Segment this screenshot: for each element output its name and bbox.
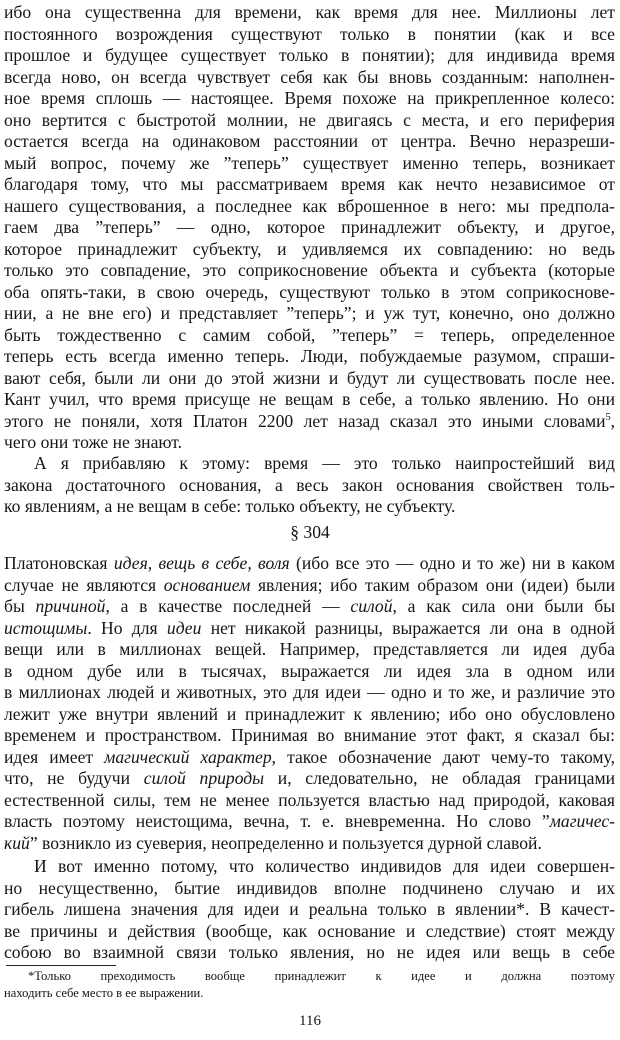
footnote-divider xyxy=(6,965,116,966)
text-line xyxy=(4,747,615,769)
text-run: , а как сила они были бы xyxy=(392,596,615,616)
text-line: чего они тоже не знают. xyxy=(4,432,183,452)
italic-run: магичес- xyxy=(549,811,615,831)
text-run: , такое обозначение дают чему-то такому, xyxy=(271,746,615,767)
text-run: бы xyxy=(4,596,36,616)
italic-run: силой xyxy=(350,596,393,616)
text-line: но несущественно, бытие индивидов вполне подчинено случаю и их xyxy=(4,877,615,898)
text-line: ибо она существенна для времени, как время для нее. Миллионы лет xyxy=(4,2,615,22)
text-line xyxy=(4,811,615,833)
text-line: естественной силы, тем не менее пользуется властью над природой, каковая xyxy=(4,789,615,810)
text-line: А я прибавляю к этому: время — это только наипростейший вид xyxy=(34,453,615,473)
text-line: благодаря тому, что мы рассматриваем время как нечто независимое от xyxy=(4,174,615,194)
italic-run: магический характер xyxy=(104,746,272,767)
text-line: собою во взаимной связи только явления, но не идея или вещь в себе xyxy=(4,942,615,962)
italic-run: идеи xyxy=(166,617,202,638)
text-line: гаем два ”теперь” — одно, которое принадлежит объекту, и другое, xyxy=(4,217,615,237)
text-run: что, не будучи xyxy=(4,768,144,788)
footnote-ref: 5 xyxy=(605,411,611,423)
text-line: оно вертится с быстротой молнии, не двигаясь с места, и его периферия xyxy=(4,109,615,130)
italic-run: идея, вещь в себе, воля xyxy=(113,553,290,573)
text-run: , а в качестве последней — xyxy=(105,596,351,616)
text-line: теперь есть всегда именно теперь. Люди, побуждаемые разумом, спраши- xyxy=(4,346,615,366)
italic-run: причиной xyxy=(35,596,106,616)
text-line xyxy=(4,575,615,597)
paragraph-1 xyxy=(4,2,615,454)
text-run: случае не являются xyxy=(4,574,164,595)
footnote-line: *Только преходимость вообще принадлежит к идее и должна поэтому xyxy=(28,969,615,983)
text-run: и, следовательно, не обладая границами xyxy=(264,768,615,788)
text-run: нет никакой разницы, выражается ли она в одной xyxy=(201,617,615,638)
footnote-line: находить себе место в ее выражении. xyxy=(4,986,204,1000)
text-line: мый вопрос, почему же ”теперь” существует именно теперь, возникает xyxy=(4,152,615,173)
text-run: идея имеет xyxy=(4,746,105,767)
text-line: нии, а не вне его) и представляет ”теперь”; и уж тут, конечно, оно должно xyxy=(4,303,615,323)
italic-run: основанием xyxy=(163,574,251,595)
text-line: ко явлениям, а не вещам в себе: только объекту, не субъекту. xyxy=(4,496,456,516)
text-run: власть поэтому неистощима, вечна, т. е. вневременна. Но слово ” xyxy=(4,811,550,831)
text-line: прошлое и будущее существует только в понятии); для индивида время xyxy=(4,45,615,65)
italic-run: истощимы xyxy=(4,617,88,638)
text-line: гибель лишена значения для идеи и реальна только в явлении*. В качест- xyxy=(4,899,615,919)
text-line: ное время сплошь — настоящее. Время похоже на прикрепленное колесо: xyxy=(4,88,615,108)
text-line: в одном дубе или в тысячах, выражается ли идея зла в одном или xyxy=(4,660,615,681)
footnote xyxy=(4,968,615,1002)
text-line: только это совпадение, это соприкосновение объекта и субъекта (которые xyxy=(4,260,615,280)
text-line: временем и пространством. Принимая во внимание этот факт, я сказал бы: xyxy=(4,725,615,745)
paragraph-2 xyxy=(4,453,615,518)
text-line xyxy=(4,411,615,433)
italic-run: кий xyxy=(4,832,30,853)
text-run: явления; ибо таким образом они (идеи) были xyxy=(250,574,615,595)
text-run: ” возникло из суеверия, неопределенно и пользуется дурной славой. xyxy=(29,832,542,853)
section-heading: § 304 xyxy=(290,522,330,542)
text-line: ве причины и действия (вообще, как основание и следствие) стоят между xyxy=(4,920,615,941)
paragraph-3 xyxy=(4,553,615,854)
text-line: И вот именно потому, что количество индивидов для идеи совершен- xyxy=(34,856,615,876)
text-run: (ибо все это — одно и то же) ни в каком xyxy=(289,553,615,573)
text-line: в миллионах людей и животных, это для идеи — одно и то же, и различие это xyxy=(4,682,615,702)
italic-run: силой природы xyxy=(143,768,265,788)
text-run: Платоновская xyxy=(4,553,114,573)
text-line: оба опять-таки, в свою очередь, существуют только в этом соприкоснове- xyxy=(4,281,615,302)
text-line: нашего существования, а последнее как вброшенное в него: мы предпола- xyxy=(4,195,615,216)
text-line xyxy=(4,833,615,855)
text-line: постоянного возрождения существуют только в понятии (как и все xyxy=(4,23,615,44)
text-line: всегда ново, он всегда чувствует себя как бы вновь созданным: наполнен- xyxy=(4,66,615,87)
text-run: этого не поняли, хотя Платон 2200 лет назад сказал это иными словами xyxy=(4,410,606,431)
text-line: вают себя, были ли они до этой жизни и будут ли существовать после нее. xyxy=(4,367,615,388)
page-number: 116 xyxy=(299,1013,321,1029)
text-line xyxy=(4,553,615,575)
paragraph-4 xyxy=(4,856,615,964)
text-line xyxy=(4,596,615,618)
text-line: остается всегда на одинаковом расстоянии от центра. Вечно неразреши- xyxy=(4,131,615,151)
text-line: лежит уже внутри явлений и принадлежит к явлению; ибо оно обусловлено xyxy=(4,703,615,724)
text-line xyxy=(4,768,615,790)
text-line: Кант учил, что время присуще не вещам в себе, а только явлению. Но они xyxy=(4,389,615,409)
text-line: закона достаточного основания, а весь закон основания свойствен толь- xyxy=(4,474,615,495)
text-run: . Но для xyxy=(87,617,167,638)
text-line xyxy=(4,618,615,640)
text-run: , xyxy=(610,410,615,431)
text-line: которое принадлежит субъекту, и удивляемся их совпадению: но ведь xyxy=(4,238,615,259)
text-line: вещи или в миллионах вещей. Например, представляется ли идея дуба xyxy=(4,639,615,659)
text-line: быть тождественно с самим собой, ”теперь” = теперь, определенное xyxy=(4,324,615,345)
